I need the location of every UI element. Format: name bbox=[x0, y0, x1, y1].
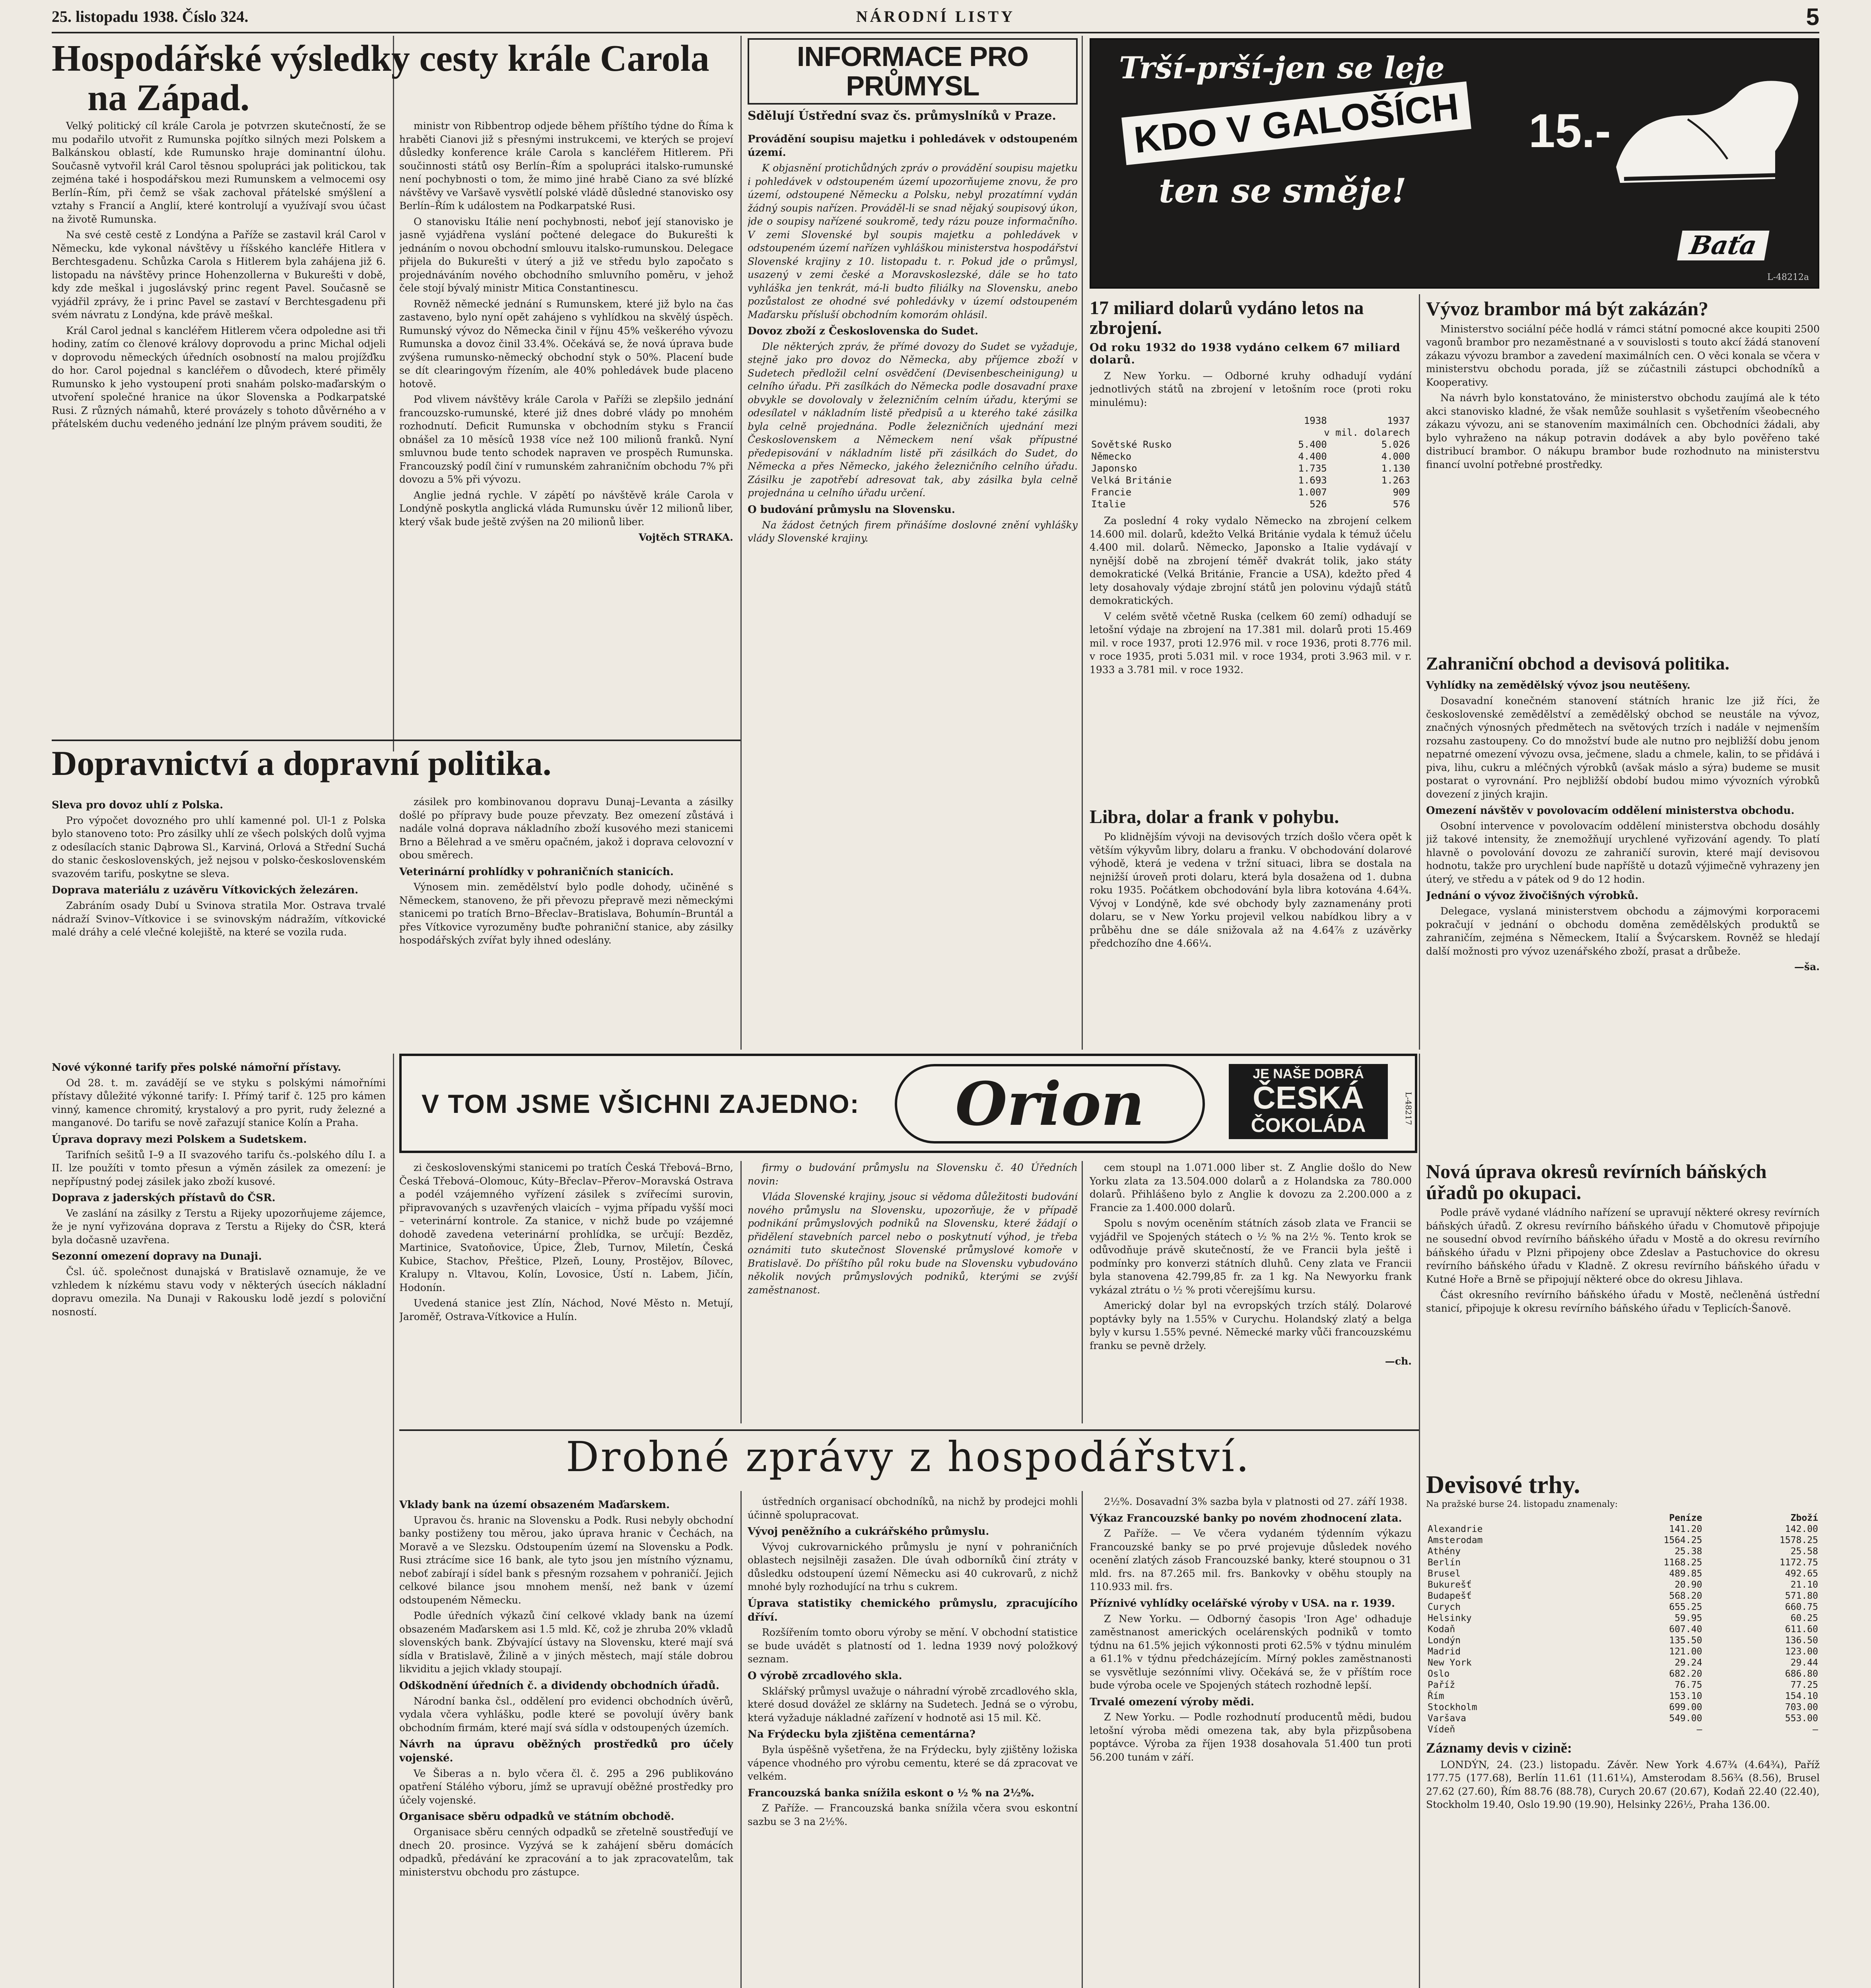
column-divider bbox=[740, 36, 742, 1050]
paragraph: Sklářský průmysl uvažuje o náhradní výrobě zrcadlového skla, které dosud dovážel ze sklárny na Sudetech. Jedná se o výrobu, která vyžaduje nákladné zařízení v hodnotě asi 15 mil. Kč. bbox=[748, 1685, 1078, 1724]
table-row: Brusel 489.85 492.65 bbox=[1428, 1569, 1818, 1579]
table-row: Amsterodam 1564.25 1578.25 bbox=[1428, 1535, 1818, 1546]
paragraph: Podle právě vydané vládního nařízení se upravují některé okresy revírních báňských úřadů. Z okresu revírního báňského úřadu v Chomutově připojuje ne sousední obvod revírního báňského úřadu v Mostě a do okresu revírního báňského úřadu v Plzni připojeny obce Zdeslav a Pastuchovice do okresu revírního báňského úřadu v Kladně. Z okresu revírního báňského úřadu v Kutné Hoře a Brně se připojují některé obce do okresu Jihlava. bbox=[1426, 1207, 1820, 1285]
article-headline: Devisové trhy. bbox=[1426, 1470, 1580, 1499]
table-row: Londýn 135.50 136.50 bbox=[1428, 1635, 1818, 1646]
article-lead: Od roku 1932 do 1938 vydáno celkem 67 miliard dolarů. bbox=[1090, 341, 1401, 366]
table-row: Sovětské Rusko 5.400 5.026 bbox=[1091, 439, 1410, 450]
article-headline: Zahraniční obchod a devisová politika. bbox=[1426, 653, 1729, 674]
fx-table bbox=[1426, 1512, 1820, 1735]
paragraph: Z New Yorku. — Odborný časopis 'Iron Age' odhaduje zaměstnanost amerických ocelárenských podniků v tomto týdnu na 61.5% jejich výkonnosti proti 62.5% v týdnu minulém a 61.1% v týdnu předcházejícím. Mírný pokles zaměstnanosti se vysvětluje sezónními vlivy. Očekává se, že v příštím roce bude výroba ocele ve Spojených státech rozhodně lepší. bbox=[1090, 1613, 1412, 1691]
paragraph: Král Carol jednal s kancléřem Hitlerem včera odpoledne asi tři hodiny, zatím co členové královy doprovodu a princ Michal odjeli v doprovodu německých úředních osobností na malou projížďku do hor. Carol pojednal s kancléřem o důvodech, které přiměly Rumunsko k jeho vystoupení proti snahám polsko-maďarským o utvoření společné hranice na úkor Slovenska a Podkarpatské Rusi. Z různých námahů, které provázely s tohoto důvěrného a v přátelském duchu vedeného jednání lze plným právem souditi, že bbox=[52, 324, 386, 429]
paragraph: Uvedená stanice jest Zlín, Náchod, Nové Město n. Metují, Jaroměř, Ostrava-Vítkovice a Hulín. bbox=[399, 1297, 733, 1322]
paragraph: Velký politický cíl krále Carola je potvrzen skutečností, že se mu podařilo utvořit z Rumunska pojítko silných mezi Polskem a Balkánskou oblastí, kde Rumunsko hraje dominantní úlohu. Současně vytvořil král Carol těsnou spolupráci jak politickou, tak zejména také i hospodářskou mezi Rumunskem a velmocemi osy Berlín–Řím, při čemž se však zachoval přátelské smýšlení a vztahy s Francií a Anglií, které kontrolují a využívají svou účast na životě Rumunska. bbox=[52, 120, 386, 225]
section-rule bbox=[399, 1429, 1419, 1431]
table-row: Helsinky 59.95 60.25 bbox=[1428, 1613, 1818, 1624]
table-row: Velká Británie 1.693 1.263 bbox=[1091, 475, 1410, 486]
subheading: Provádění soupisu majetku i pohledávek v odstoupeném území. bbox=[748, 133, 1078, 159]
table-row: Japonsko 1.735 1.130 bbox=[1091, 463, 1410, 474]
paragraph: Národní banka čsl., oddělení pro evidenci obchodních úvěrů, vydala včera vyhlášku, podle které se povolují úvěry bank obchodním firmám, které mají svá sídla v odstoupených územích. bbox=[399, 1695, 733, 1734]
paragraph: Tarifních sešitů I–9 a II svazového tarifu čs.-polského dílu I. a II. lze použíti v tomto přesun a výměn zásilek za omezení: je nepřípustný podej zásilek jako zboží kusové. bbox=[52, 1149, 386, 1187]
column-divider bbox=[1082, 1161, 1083, 1423]
table-header: Zboží bbox=[1790, 1513, 1818, 1524]
paragraph: O stanovisku Itálie není pochybnosti, neboť její stanovisko je jasně vyjádřena vyslání počtené delegace do Bukurešti k jednáním o novou obchodní smlouvu italsko-rumunskou. Delegace přijela do Bukurešti v úterý a již ve středu bylo započato s projednáváním nového obchodního smluvního poměru, v jehož čele stojí bývalý ministr Mitica Constantinescu. bbox=[399, 215, 733, 294]
subheading: Veterinární prohlídky v pohraničních stanicích. bbox=[399, 866, 674, 878]
article-body bbox=[399, 795, 733, 1050]
paragraph: Rovněž německé jednání s Rumunskem, které již bylo na čas zastaveno, bylo nyní opět zahájeno s vyhlídkou na skvělý úspěch. Rumunský vývoz do Německa činil v říjnu 45% veškerého vývozu Rumunska a dovoz činil 33.4%. Očekává se, že nová úprava bude zvýšena rumunsko-německý obchodní styk o 50%. Placení bude se dít clearingovým řízením, ale 40% pohledávek bude placeno hotově. bbox=[399, 298, 733, 390]
article-headline bbox=[52, 39, 736, 117]
paragraph: Byla úspěšně vyšetřena, že na Frýdecku, byly zjištěny ložiska vápence vhodného pro výrobu cementu, které se dá zpracovat ve velkém. bbox=[748, 1744, 1078, 1782]
paragraph: Delegace, vyslaná ministerstvem obchodu a zájmovými korporacemi pokračují v jednání o obchodu doměna zemědělských produktů se zahraničím, zejména s Německem, Italií a Švýcarskem. Rovněž se hledají další možnosti pro vývoz uzenářského zboží, prasat a drůbeže. bbox=[1426, 905, 1820, 957]
paragraph: Ve zaslání na zásilky z Terstu a Rijeky upozorňujeme zájemce, že je nyní vyřizována doprava z Terstu a Rijeky do ČSR, která byla dočasně uzavřena. bbox=[52, 1207, 386, 1246]
section-rule bbox=[52, 740, 740, 741]
potato-article bbox=[1426, 298, 1820, 648]
paragraph: Dle některých zpráv, že přímé dovozy do Sudet se vyžaduje, stejně jako pro dovoz do Německa, aby příjemce zboží v Sudetech předložil celní osvědčení (Devisenbescheinigung) u celního úřadu. Při zasílkách do Německa podle dosavadní praxe obvykle se dovolovaly v železničním celním úřadu, kterými se odesílatel v nákladním listě předpisů a u kterého také zásilka byla celně projednána. Podle železničních ujednání mezi Československem a Německem není však přípustné předepisování v nákladním listě při zásilkách do Sudet, do Německa a přes Německo, jakého železničního celního úřadu. Zásilku je zapotřebí adresovat tak, aby zásilka byla celně projednána u celního úřadu určení. bbox=[748, 340, 1078, 499]
subheading: O výrobě zrcadlového skla. bbox=[748, 1670, 902, 1682]
paragraph: Za poslední 4 roky vydalo Německo na zbrojení celkem 14.600 mil. dolarů, kdežto Velká Británie vydala k témuž účelu 4.400 mil. dolarů. Německo, Japonsko a Italie vydávají v nynější době na zbrojení téměř dvakrát tolik, jako státy demokratické (Velká Británie, Francie a USA), kdežto před 4 lety dosahovaly výdaje zbrojní států jen polovinu výdajů států demokratických. bbox=[1090, 515, 1412, 607]
paragraph: Upravou čs. hranic na Slovensku a Podk. Rusi nebyly obchodní banky postiženy tou měrou, jako úprava hranic v Čechách, na Moravě a ve Slezsku. Odstoupením území na Slovensku a Podk. Rusi ztrácíme sice 16 bank, ale tyto jsou jen místního významu, neboť zabírají i sídel bank s přesným rozsahem v pohraničí. Jejich celkové bilance jsou mnohem menší, než bank v území odstoupeném Německu. bbox=[399, 1514, 733, 1606]
author-signature: —ch. bbox=[1385, 1355, 1412, 1367]
paragraph: zi československými stanicemi po tratích Česká Třebová–Brno, Česká Třebová–Olomouc, Kúty–Břeclav–Přerov–Moravská Ostrava a podél vzájemného vyřízení zásilek s zvířecími surovin, připravovaných s uzavřených vlaicích – vyjma případu vyšší moci – veterinární kontrole. Za stanice, v nichž bude po vzájemné dohodě zavedena veterinární prohlídka, se určují: Bezděz, Martinice, Svatoňovice, Úpice, Žleb, Turnov, Miletín, Česká Kubice, Stachov, Přeštice, Plzeň, Louny, Prostějov, Bílovec, Kralupy n. Vltavou, Kolín, Lovosice, Ústí n. Labem, Jičín, Hodonín. bbox=[399, 1162, 733, 1293]
ad-tagline-1: JE NAŠE DOBRÁ bbox=[1253, 1066, 1364, 1081]
armament-article bbox=[1090, 298, 1412, 799]
headline-line-2: na Západ. bbox=[87, 77, 250, 118]
subheading: Dovoz zboží z Československa do Sudet. bbox=[748, 325, 979, 338]
running-head bbox=[52, 4, 1819, 30]
table-row: Bukurešť 20.90 21.10 bbox=[1428, 1580, 1818, 1590]
paragraph: Výnosem min. zemědělství bylo podle dohody, učiněné s Německem, stanoveno, že při převozu přepravě mezi německými stanicemi po tratích Brno–Břeclav–Bratislava, Bohumín–Bruntál a přes Vítkovice vyrozuměny buďte pohraniční stanice, aby zásilky hospodářských zvířat byly ihned odeslány. bbox=[399, 881, 733, 946]
table-row: Athény 25.38 25.58 bbox=[1428, 1546, 1818, 1557]
subheading: Organisace sběru odpadků ve státním obchodě. bbox=[399, 1811, 674, 1823]
table-row: Italie 526 576 bbox=[1091, 499, 1410, 510]
table-row: Francie 1.007 909 bbox=[1091, 487, 1410, 498]
paragraph: Rozšířením tomto oboru výroby se mění. V obchodní statistice se bude uvádět s platností od 1. ledna 1939 nový položkový seznam. bbox=[748, 1627, 1078, 1665]
subheading: Doprava z jaderských přístavů do ČSR. bbox=[52, 1192, 276, 1204]
author-signature: —ša. bbox=[1794, 961, 1820, 973]
table-row: Stockholm 699.00 703.00 bbox=[1428, 1702, 1818, 1713]
table-row: Kodaň 607.40 611.60 bbox=[1428, 1624, 1818, 1635]
paragraph: Po klidnějším vývoji na devisových trzích došlo včera opět k větším výkyvům libry, dolaru a franku. V obchodování dolarové výhodě, která je vedena v tržní situaci, libra se dostala na nejnižší úroveň proti dolaru, která byla dosažena od 1. dubna roku 1935. Počátkem obchodování byla libra kotována 4.64¾. Vývoj v Londýně, kde své obchody byly zaznamenány proti dolaru, se v New Yorku projevil velkou nabídkou libry a v průběhu dne se dále snižovala až na 4.64⅞ z uzávěrky předchozího dne 4.66¼. bbox=[1090, 831, 1412, 949]
article-headline: Drobné zprávy z hospodářství. bbox=[565, 1433, 1251, 1481]
orion-logo: Orion bbox=[895, 1064, 1205, 1143]
article-body bbox=[1426, 1758, 1820, 1988]
column-divider bbox=[740, 1491, 742, 1988]
foreign-trade-article bbox=[1426, 654, 1820, 1052]
article-headline: Libra, dolar a frank v pohybu. bbox=[1090, 806, 1339, 827]
paragraph: Z New Yorku. — Odborné kruhy odhadují vydání jednotlivých států na zbrojení v letošním roce (proti roku minulému): bbox=[1090, 370, 1412, 408]
subheading: Návrh na úpravu oběžných prostředků pro účely vojenské. bbox=[399, 1738, 733, 1764]
article-body bbox=[52, 1058, 386, 1988]
table-row: Paříž 76.75 77.25 bbox=[1428, 1680, 1818, 1691]
mining-article bbox=[1426, 1161, 1820, 1463]
article-body bbox=[1090, 1495, 1412, 1988]
ad-slogan: V TOM JSME VŠICHNI ZAJEDNO: bbox=[422, 1089, 860, 1118]
subheading: Trvalé omezení výroby mědi. bbox=[1090, 1696, 1254, 1708]
article-body bbox=[1426, 1206, 1820, 1448]
subheading: Vývoj peněžního a cukrářského průmyslu. bbox=[748, 1526, 989, 1538]
article-body bbox=[748, 1161, 1078, 1423]
section-subtitle: Sdělují Ústřední svaz čs. průmyslníků v Praze. bbox=[748, 109, 1056, 123]
subheading: Příznivé vyhlídky ocelářské výroby v USA. na r. 1939. bbox=[1090, 1597, 1395, 1609]
subheading: Francouzská banka snížila eskont o ½ % na 2½%. bbox=[748, 1787, 1035, 1799]
table-unit: v mil. dolarech bbox=[1324, 427, 1410, 439]
paragraph: zásilek pro kombinovanou dopravu Dunaj–Levanta a zásilky došlé po přípravy bude pouze převzaty. Bez omezení zůstává i nadále volná doprava nákladního zboží kusového mezi stanicemi Brno a Bělehrad a ve směru opačném, jakož i doprava celovozní v obou směrech. bbox=[399, 796, 733, 861]
article-body bbox=[1090, 514, 1412, 737]
subheading: Odškodnění úředních č. a dividendy obchodních úřadů. bbox=[399, 1679, 719, 1692]
paragraph: Na návrh bylo konstatováno, že ministerstvo obchodu zaujímá ale k této akci stanovisko kladné, že však nemůže souhlasit s vyšetřením všeobecného zákazu vývozu, ani se stanovením maximálních cen. Obchodníci žádali, aby bylo vyhraženo na nákup potravin dodávek a aby bylo pověřeno také distribucí brambor. O nákupu brambor bude rozhodnuto na ministerstvu financí uvolní potřebné prostředky. bbox=[1426, 392, 1820, 470]
article-body bbox=[399, 119, 733, 732]
ad-headline-2: KDO V GALOŠÍCH bbox=[1121, 82, 1471, 165]
paragraph: K objasnění protichůdných zpráv o provádění soupisu majetku i pohledávek v odstoupeném území upozorňujeme znovu, že pro území, odstoupené Německu a Polsku, nebyl prozatímní vydán žádný soupis nařízen. Prováděl-li se snad nějaký soupisový úkon, jde o soupisy nařízené soukromě, tedy rázu pouze informačního. V zemi Slovenské byl soupis majetku a pohledávek v odstoupeném území nařízen vyhláškou ministerstva hospodářství Slovenské krajiny z 10. listopadu t. r. Pokud jde o průmysl, usazený v zemi české a Moravskoslezské, dále se ho tato vyhláška jen tenkrát, má-li budto filiálky na Slovensku, anebo pozůstalost ze ohodné své pohledávky v území odstoupeném Maďarsku přísluší obchodním komorám ohlásil. bbox=[748, 162, 1078, 320]
ad-code: L-48212a bbox=[1767, 272, 1809, 282]
paragraph: Část okresního revírního báňského úřadu v Mostě, nečleněná ústřední stanicí, připojuje k okresu revírního báňského úřadu v Teplicích-Šanově. bbox=[1426, 1289, 1820, 1314]
article-intro bbox=[1090, 369, 1412, 412]
paragraph: Od 28. t. m. zavádějí se ve styku s polskými námořními přístavy důležité výkonné tarify: I. Přímý tarif č. 125 pro kámen vinný, kamence chromitý, krystalový a pro pyrit, rudy železné a manganové. Do tarifu se nově zařazují stanice Kolín a Praha. bbox=[52, 1077, 386, 1129]
subheading: Vyhlídky na zemědělský vývoz jsou neutěšeny. bbox=[1426, 679, 1690, 692]
paragraph: ministr von Ribbentrop odjede během příštího týdne do Říma k hraběti Cianovi již s přesnými instrukcemi, ve kterých se projeví důsledky konference krále Carola s kancléřem Hitlerem. Při součinnosti států osy Berlín–Řím a spolupráci italsko-rumunské není pochybnosti o tom, že mimo jiné hrabě Ciano za své blízké návštěvy ve Varšavě vysvětlí polské vládě důsledné stanovisko osy Berlín–Řím k událostem na Podkarpatské Rusi. bbox=[399, 120, 733, 212]
column-divider bbox=[1419, 294, 1420, 1050]
article-body bbox=[52, 119, 386, 732]
head-rule bbox=[52, 32, 1819, 33]
subheading: Nové výkonné tarify přes polské námořní přístavy. bbox=[52, 1062, 341, 1074]
column-divider bbox=[1419, 1054, 1420, 1988]
column-divider bbox=[1082, 36, 1083, 1050]
section-body bbox=[748, 129, 1078, 1076]
table-row: Budapešť 568.20 571.80 bbox=[1428, 1591, 1818, 1602]
bata-logo: Baťa bbox=[1677, 231, 1769, 260]
fx-note: Na pražské burse 24. listopadu znamenaly: bbox=[1426, 1499, 1618, 1510]
article-body bbox=[1426, 676, 1820, 1049]
paragraph: 2½%. Dosavadní 3% sazba byla v platnosti od 27. září 1938. bbox=[1104, 1496, 1408, 1507]
paragraph: Osobní intervence v povolovacím oddělení ministerstva obchodu dosáhly již takové intensity, že znemožňují urychlené vyřizování agendy. To platí hlavně o povolování dovozu ze zahraničí surovin, které mají devisovou hodnotu, takže pro urychlení bude napříště u dotazů výjimečně vyhrazeny jen úterý, ve středu a v pátek od 9 do 12 hodin. bbox=[1426, 820, 1820, 885]
table-header: 1938 bbox=[1304, 415, 1327, 427]
subheading: Sleva pro dovoz uhlí z Polska. bbox=[52, 799, 223, 811]
paragraph: Podle úředních výkazů činí celkové vklady bank na území obsazeném Maďarskem asi 1.5 mld. Kč, což je zhruba 20% vkladů slovenských bank. Zbývající ústavy na Slovensku, které mají svá sídla v Bratislavě, Žilině a v jiných městech, mají stále dobrou likviditu a jejich vklady stoupají. bbox=[399, 1610, 733, 1675]
ad-code: L-48217 bbox=[1404, 1092, 1413, 1125]
paragraph: ústředních organisací obchodníků, na nichž by prodejci mohli účinně spolupracovat. bbox=[748, 1496, 1078, 1521]
article-body bbox=[399, 1161, 733, 1423]
paragraph: Z Paříže. — Ve včera vydaném týdenním výkazu Francouzské banky se po prvé projevuje důsledek nového ocenění zlatých zásob Francouzské banky, které stoupnou o 31 mld. frs. na 87.265 mil. frs. Bankovky v oběhu stouply na 110.933 mil. frs. bbox=[1090, 1528, 1412, 1593]
paragraph: Zabráním osady Dubí u Svinova stratila Mor. Ostrava trvalé nádraží Svinov–Vítkovice i se svinovským nádražím, vítkovické malé dráhy a celé vlečné kolejiště, na které se vozila ruda. bbox=[52, 900, 386, 938]
article-body bbox=[1426, 322, 1820, 625]
column-divider bbox=[740, 1161, 742, 1423]
currency-article bbox=[1090, 807, 1412, 1046]
armament-table bbox=[1090, 415, 1412, 510]
industry-info-column bbox=[748, 38, 1078, 1048]
article-body bbox=[1090, 1161, 1412, 1423]
paragraph: Vývoj cukrovarnického průmyslu je nyní v pohraničních oblastech nejsilněji zasažen. Dle úvah odborníků činí ztráty v důsledku odstoupení území Německu asi 40 cukrovarů, z nichž mnohé byly rozhodující na trhu s cukrem. bbox=[748, 1541, 1078, 1593]
subheading: Úprava dopravy mezi Polskem a Sudetskem. bbox=[52, 1133, 307, 1145]
article-headline: 17 miliard dolarů vydáno letos na zbrojení. bbox=[1090, 297, 1364, 339]
section-title: INFORMACE PRO PRŮMYSL bbox=[748, 38, 1078, 105]
table-row: Oslo 682.20 686.80 bbox=[1428, 1669, 1818, 1679]
paragraph: Americký dolar byl na evropských trzích stálý. Dolarové poptávky byly na 1.55% v Curychu. Holandský zlatý a belga byly v kursu 1.55% pevné. Německé marky vůči francouzskému franku se pevně držely. bbox=[1090, 1300, 1412, 1351]
paragraph: Z New Yorku. — Podle rozhodnutí producentů mědi, budou letošní výroba mědi omezena tak, aby byla přizpůsobena poptávce. Výroba za říjen 1938 dosahovala 51.400 tun proti 56.200 tunám v září. bbox=[1090, 1711, 1412, 1763]
subheading: Úprava statistiky chemického průmyslu, zpracujícího dříví. bbox=[748, 1597, 1078, 1623]
paragraph: Vláda Slovenské krajiny, jsouc si vědoma důležitosti budování nového průmyslu na Slovensku, upozorňuje, že v případě podnikání průmyslových podniků na Slovensku, které žádají o přidělení stavebních parcel nebo o poskytnutí výhod, je třeba oznámiti tuto skutečnost Slovenské průmyslové komoře v Bratislavě. Do příštího půl roku bude na Slovensku vybudováno několik nových průmyslových podniků, kterými se zvýší zaměstnanost. bbox=[748, 1191, 1078, 1296]
paragraph: Organisace sběru cenných odpadků se zřetelně soustřeďují ve dnech 20. prosince. Vyzývá se k zahájení sběru domácích odpadků, předávání ke zpracování a to jak zpracovatelům, tak ministerstvu obchodu pro zástupce. bbox=[399, 1826, 733, 1878]
article-body bbox=[399, 1495, 733, 1988]
table-row: Vídeň — — bbox=[1428, 1724, 1818, 1735]
article-body bbox=[52, 795, 386, 1050]
subheading: Doprava materiálu z uzávěru Vítkovických železáren. bbox=[52, 884, 359, 897]
table-row: Řím 153.10 154.10 bbox=[1428, 1691, 1818, 1702]
paragraph: Dosavadní konečném stanovení státních hranic lze již říci, že československé zemědělství a zemědělský obchod se neustále na vývoz, značných výnosných předmětech na světových trzích i nadále v nejmenším rozsahu zastoupeny. Co do množství bude ale nutno pro nejbližší dobu jenom nepatrné omezení vývozu ovsa, ječmene, sladu a chmele, kalin, to se přidává i piva, lihu, cukru a mléčných výrobků (avšak máslo a sýra) budeme se musit postarat o vyrovnání. Pro nejbližší období budou mimo vývozních výrobků dovezení z jiných krajin. bbox=[1426, 695, 1820, 800]
column-divider bbox=[393, 36, 394, 751]
ad-headline-1: Trší-prší-jen se leje bbox=[1119, 50, 1445, 85]
paragraph: Ministerstvo sociální péče hodlá v rámci státní pomocné akce koupiti 2500 vagonů brambor pro nezaměstnané a v souvislosti s touto akcí žádá stanovení zákazu vývozu brambor a zavedení maximálních cen. O věci konala se včera v ministerstvu obchodu porada, jíž se zúčastnili zástupci obchodníků a Kooperativy. bbox=[1426, 323, 1820, 388]
ad-tagline-3: ČOKOLÁDA bbox=[1251, 1114, 1366, 1136]
paragraph: Pod vlivem návštěvy krále Carola v Paříži se zlepšilo jednání francouzsko-rumunské, které již dnes dobré vlády po mnohém rozhodnutí. Deficit Rumunska v obchodním styku s Francií obnášel za 10 měsíců 1938 více než 100 milionů franků. Nyní smluvnou bude tento schodek napraven ve prospěch Rumunska. Francouzský podíl činí v rumunském zahraničním obchodu 7% při dovozu a 5% při vývozu. bbox=[399, 394, 733, 485]
paragraph: firmy o budování průmyslu na Slovensku č. 40 Úředních novin: bbox=[748, 1162, 1078, 1187]
subheading: Jednání o vývoz živočišných výrobků. bbox=[1426, 890, 1639, 902]
table-row: Varšava 549.00 553.00 bbox=[1428, 1713, 1818, 1724]
table-row: Berlín 1168.25 1172.75 bbox=[1428, 1557, 1818, 1568]
article-headline: Nová úprava okresů revírních báňských úřadů po okupaci. bbox=[1426, 1160, 1767, 1204]
galosh-shoe-icon bbox=[1608, 68, 1807, 219]
table-row: Madrid 121.00 123.00 bbox=[1428, 1646, 1818, 1657]
article-body bbox=[1090, 830, 1412, 1037]
ad-price: 15.- bbox=[1529, 104, 1611, 157]
fx-section bbox=[1426, 1471, 1820, 1988]
table-header: 1937 bbox=[1387, 415, 1410, 427]
paragraph: Ve Šiberas a n. bylo včera čl. č. 295 a 296 publikováno opatření Stálého výboru, jímž se upravují oběžné prostředky pro účely vojenské. bbox=[399, 1767, 733, 1806]
article-body bbox=[748, 1495, 1078, 1988]
subheading: O budování průmyslu na Slovensku. bbox=[748, 503, 955, 516]
subheading: Omezení návštěv v povolovacím oddělení ministerstva obchodu. bbox=[1426, 805, 1795, 817]
author-signature: Vojtěch STRAKA. bbox=[638, 532, 733, 543]
ad-tagline-box bbox=[1229, 1064, 1388, 1139]
article-headline: Vývoz brambor má být zakázán? bbox=[1426, 297, 1709, 320]
headline-line-1: Hospodářské výsledky cesty krále Carola bbox=[52, 38, 709, 79]
paragraph: Čsl. úč. společnost dunajská v Bratislavě oznamuje, že ve vzhledem k nízkému stavu vody v některých úsecích nákladní dopravu omezila. Na Dunaji v Rakousku lodě jezdí s poloviční nosností. bbox=[52, 1266, 386, 1318]
table-header: Peníze bbox=[1669, 1513, 1702, 1524]
paragraph: Na své cestě cestě z Londýna a Paříže se zastavil král Carol v Německu, kde vykonal návštěvy u říšského kancléře Hitlera v Berchtesgadenu. Schůzka Carola s Hitlerem byla zahájena již 6. listopadu na návštěvy prince Hohenzollerna v Bukurešti v době, kdy zde meškal i jugoslávský princ regent Pavel. Současně se vyjádřil zprávy, že i princ Pavel se zastaví v Berchtesgadenu při svém návratu z Londýna, kde právě meškal. bbox=[52, 229, 386, 320]
table-row: Německo 4.400 4.000 bbox=[1091, 451, 1410, 462]
column-divider bbox=[393, 1054, 394, 1988]
table-row: New York 29.24 29.44 bbox=[1428, 1658, 1818, 1668]
subheading: Vklady bank na území obsazeném Maďarskem. bbox=[399, 1499, 670, 1511]
paragraph: Anglie jedná rychle. V zápětí po návštěvě krále Carola v Londýně poskytla anglická vláda Rumunsku úvěr 12 milionů liber, který však bude ještě zvýšen na 20 milionů liber. bbox=[399, 489, 733, 528]
subheading: Výkaz Francouzské banky po novém zhodnocení zlata. bbox=[1090, 1512, 1402, 1524]
issue-date: 25. listopadu 1938. Číslo 324. bbox=[52, 8, 249, 25]
bata-advertisement bbox=[1090, 38, 1819, 289]
article-headline: Dopravnictví a dopravní politika. bbox=[52, 744, 552, 783]
paragraph: Na žádost četných firem přinášíme doslovné znění vyhlášky vlády Slovenské krajiny. bbox=[748, 519, 1078, 544]
column-divider bbox=[1082, 1491, 1083, 1988]
subheading: Záznamy devis v cizině: bbox=[1426, 1740, 1572, 1756]
newspaper-name: NÁRODNÍ LISTY bbox=[856, 8, 1015, 25]
subheading: Sezonní omezení dopravy na Dunaji. bbox=[52, 1250, 262, 1263]
subheading: Na Frýdecku byla zjištěna cementárna? bbox=[748, 1728, 975, 1741]
page-number: 5 bbox=[1806, 4, 1819, 30]
paragraph: Pro výpočet dovozného pro uhlí kamenné pol. Ul-1 z Polska bylo stanoveno toto: Pro zásilky uhlí ze všech polských dolů vyjma z odesílacích stanic Dąbrowa Sl., Karviná, Orlová a Střední Suchá do stanic československých, jež nejsou v polsko-československém svazovém tarifu, poskytne se sleva. bbox=[52, 814, 386, 879]
table-row: Alexandrie 141.20 142.00 bbox=[1428, 1524, 1818, 1535]
table-row: Curych 655.25 660.75 bbox=[1428, 1602, 1818, 1613]
paragraph: Spolu s novým oceněním státních zásob zlata ve Francii se vyjádřil ve Spojených státech o ½ % na 2½ %. Tento krok se odůvodňuje právě skutečností, že ve Francii byla ještě i podmínky pro konverzi státních dluhů. Ceny zlata ve Francii byla stanovena 42.799,85 fr. za 1 kg. Na Newyorku frank vykázal ztrátu o ½ % proti včerejšímu kursu. bbox=[1090, 1217, 1412, 1296]
paragraph: LONDÝN, 24. (23.) listopadu. Závěr. New York 4.67¾ (4.64¾), Paříž 177.75 (177.68), Berlín 11.61 (11.61¼), Amsterodam 8.56¾ (8.56), Brusel 27.62 (27.60), Řím 88.76 (88.78), Curych 20.67 (20.67), Kodaň 22.40 (22.40), Stockholm 19.40, Oslo 19.90 (19.90), Helsinky 226½, Praha 136.00. bbox=[1426, 1759, 1820, 1811]
orion-advertisement bbox=[399, 1054, 1417, 1153]
ad-tagline-2: ČESKÁ bbox=[1252, 1080, 1364, 1115]
ad-headline-3: ten se směje! bbox=[1159, 171, 1407, 210]
paragraph: V celém světě včetně Ruska (celkem 60 zemí) odhadují se letošní výdaje na zbrojení na 17.381 mil. dolarů proti 15.469 mil. v roce 1937, proti 12.976 mil. v roce 1936, proti 8.776 mil. v roce 1935, proti 5.031 mil. v roce 1934, proti 3.963 mil. v r. 1933 a 3.781 mil. v roce 1932. bbox=[1090, 610, 1412, 676]
paragraph: cem stoupl na 1.071.000 liber st. Z Anglie došlo do New Yorku zlata za 13.504.000 dolarů a z Holandska za 780.000 dolarů. Přihlášeno bylo z Anglie k dovozu za 2.200.000 a z Francie za 1.400.000 dolarů. bbox=[1090, 1162, 1412, 1213]
paragraph: Z Paříže. — Francouzská banka snížila včera svou eskontní sazbu se 3 na 2½%. bbox=[748, 1802, 1078, 1827]
